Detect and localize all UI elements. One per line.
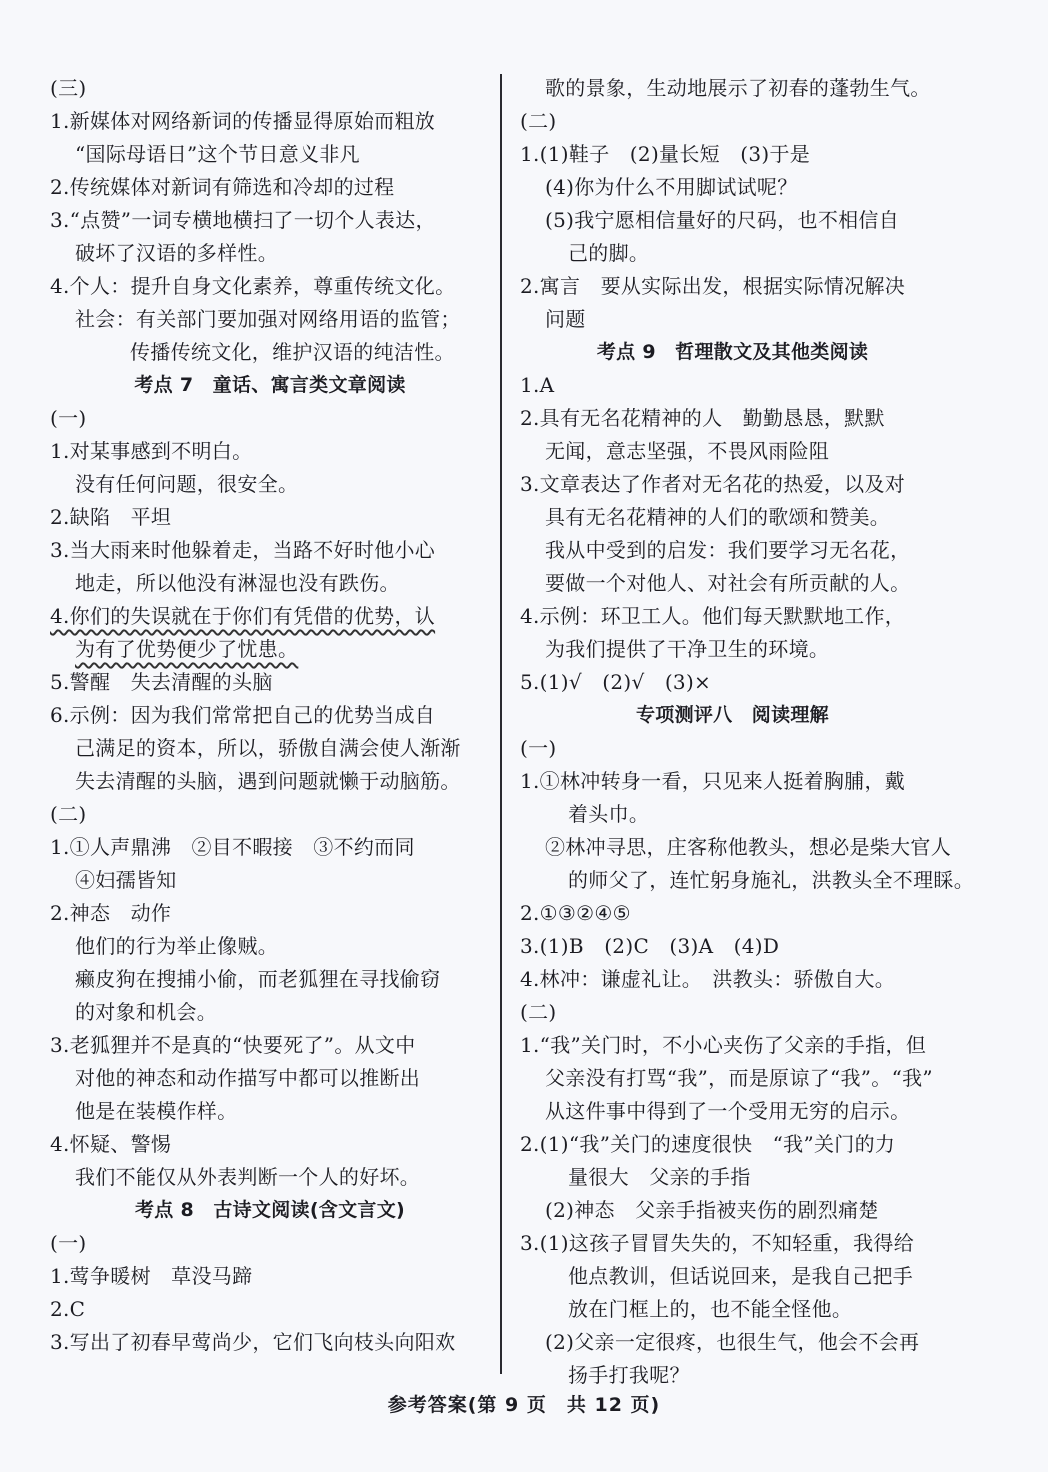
answer-line: 他是在装模作样。 <box>75 1099 238 1123</box>
answer-line: 4.示例：环卫工人。他们每天默默地工作， <box>520 604 906 628</box>
answer-line: 3.老狐狸并不是真的“快要死了”。从文中 <box>50 1033 416 1057</box>
answer-line: 2.传统媒体对新词有筛选和冷却的过程 <box>50 175 395 199</box>
left-column <box>50 72 490 1359</box>
answer-line: 3.写出了初春早莺尚少，它们飞向枝头向阳欢 <box>50 1330 456 1354</box>
answer-line: 己满足的资本，所以，骄傲自满会使人渐渐 <box>75 736 461 760</box>
answer-line: 5.警醒 失去清醒的头脑 <box>50 670 273 694</box>
section-label: (二) <box>520 1000 557 1024</box>
answer-line: 4.林冲：谦虚礼让。 洪教头：骄傲自大。 <box>520 967 896 991</box>
answer-line: 癞皮狗在搜捕小偷，而老狐狸在寻找偷窃 <box>75 967 441 991</box>
answer-line: 要做一个对他人、对社会有所贡献的人。 <box>545 571 911 595</box>
answer-line: 扬手打我呢？ <box>568 1363 690 1387</box>
answer-line: 3.文章表达了作者对无名花的热爱，以及对 <box>520 472 906 496</box>
answer-line: 2.神态 动作 <box>50 901 172 925</box>
answer-line: 1.(1)鞋子 (2)量长短 (3)于是 <box>520 142 811 166</box>
answer-line: 6.示例：因为我们常常把自己的优势当成自 <box>50 703 436 727</box>
answer-line: (2)父亲一定很疼，也很生气，他会不会再 <box>545 1330 920 1354</box>
answer-line: 对他的神态和动作描写中都可以推断出 <box>75 1066 421 1090</box>
topic-heading: 考点 8 古诗文阅读(含文言文) <box>134 1199 405 1221</box>
answer-line: 1.①林冲转身一看，只见来人挺着胸脯，戴 <box>520 769 906 793</box>
topic-heading: 专项测评八 阅读理解 <box>635 704 829 726</box>
answer-line: 传播传统文化，维护汉语的纯洁性。 <box>130 340 455 364</box>
answer-line: (5)我宁愿相信量好的尺码，也不相信自 <box>545 208 900 232</box>
answer-line: 从这件事中得到了一个受用无穷的启示。 <box>545 1099 911 1123</box>
column-divider <box>500 74 502 1374</box>
answer-line: 1.“我”关门时，不小心夹伤了父亲的手指，但 <box>520 1033 927 1057</box>
answer-line: 着头巾。 <box>568 802 650 826</box>
section-label: (三) <box>50 76 87 100</box>
answer-line: ④妇孺皆知 <box>75 868 177 892</box>
answer-line: 放在门框上的，也不能全怪他。 <box>568 1297 853 1321</box>
answer-line: 为我们提供了干净卫生的环境。 <box>545 637 830 661</box>
answer-line: 我们不能仅从外表判断一个人的好坏。 <box>75 1165 421 1189</box>
answer-line: 地走，所以他没有淋湿也没有跌伤。 <box>75 571 400 595</box>
answer-line: 2.C <box>50 1297 86 1321</box>
section-label: (一) <box>50 406 87 430</box>
answer-line: 2.寓言 要从实际出发，根据实际情况解决 <box>520 274 906 298</box>
answer-line: 2.缺陷 平坦 <box>50 505 172 529</box>
answer-line: 3.“点赞”一词专横地横扫了一切个人表达， <box>50 208 436 232</box>
answer-line-underlined <box>50 633 490 666</box>
answer-line: 他们的行为举止像贼。 <box>75 934 278 958</box>
answer-line: 4.个人：提升自身文化素养，尊重传统文化。 <box>50 274 456 298</box>
answer-line: 的对象和机会。 <box>75 1000 218 1024</box>
answer-line: 社会：有关部门要加强对网络用语的监管； <box>75 307 461 331</box>
answer-line: 1.莺争暖树 草没马蹄 <box>50 1264 253 1288</box>
page-footer: 参考答案(第 9 页 共 12 页) <box>387 1394 661 1416</box>
answer-line: 他点教训，但话说回来，是我自己把手 <box>568 1264 914 1288</box>
answer-line: 歌的景象，生动地展示了初春的蓬勃生气。 <box>545 76 931 100</box>
answer-line: 1.①人声鼎沸 ②目不暇接 ③不约而同 <box>50 835 415 859</box>
answer-line: 失去清醒的头脑，遇到问题就懒于动脑筋。 <box>75 769 461 793</box>
answer-line-underlined <box>50 600 490 633</box>
wavy-underline-text: 为有了优势便少了忧患。 <box>75 637 299 661</box>
section-label: (一) <box>520 736 557 760</box>
answer-line: 1.对某事感到不明白。 <box>50 439 253 463</box>
answer-line: 1.新媒体对网络新词的传播显得原始而粗放 <box>50 109 436 133</box>
answer-line: 无闻，意志坚强，不畏风雨险阻 <box>545 439 830 463</box>
answer-line: (2)神态 父亲手指被夹伤的剧烈痛楚 <box>545 1198 879 1222</box>
answer-line: 3.(1)这孩子冒冒失失的，不知轻重，我得给 <box>520 1231 915 1255</box>
answer-line: 破坏了汉语的多样性。 <box>75 241 278 265</box>
topic-heading: 考点 9 哲理散文及其他类阅读 <box>596 341 869 363</box>
answer-line: 2.①③②④⑤ <box>520 901 631 925</box>
wavy-underline-text: 4.你们的失误就在于你们有凭借的优势，认 <box>50 604 436 628</box>
answer-line: ②林冲寻思，庄客称他教头，想必是柴大官人 <box>545 835 951 859</box>
answer-line: 1.A <box>520 373 555 397</box>
answer-line: 4.怀疑、警惕 <box>50 1132 172 1156</box>
topic-heading: 考点 7 童话、寓言类文章阅读 <box>134 374 406 396</box>
answer-line: 父亲没有打骂“我”，而是原谅了“我”。“我” <box>545 1066 933 1090</box>
answer-line: 具有无名花精神的人们的歌颂和赞美。 <box>545 505 891 529</box>
answer-line: 己的脚。 <box>568 241 650 265</box>
answer-line: 3.(1)B (2)C (3)A (4)D <box>520 934 780 958</box>
answer-line: 的师父了，连忙躬身施礼，洪教头全不理睬。 <box>568 868 974 892</box>
right-column <box>520 72 974 1392</box>
answer-line: “国际母语日”这个节日意义非凡 <box>75 142 360 166</box>
answer-line: 问题 <box>545 307 586 331</box>
answer-line: (4)你为什么不用脚试试呢？ <box>545 175 798 199</box>
answer-line: 2.具有无名花精神的人 勤勤恳恳，默默 <box>520 406 885 430</box>
section-label: (一) <box>50 1231 87 1255</box>
answer-line: 量很大 父亲的手指 <box>568 1165 751 1189</box>
answer-line: 2.(1)“我”关门的速度很快 “我”关门的力 <box>520 1132 896 1156</box>
answer-line: 我从中受到的启发：我们要学习无名花， <box>545 538 911 562</box>
section-label: (二) <box>50 802 87 826</box>
answer-line: 3.当大雨来时他躲着走，当路不好时他小心 <box>50 538 436 562</box>
answer-line: 5.(1)√ (2)√ (3)× <box>520 670 712 694</box>
answer-line: 没有任何问题，很安全。 <box>75 472 299 496</box>
section-label: (二) <box>520 109 557 133</box>
